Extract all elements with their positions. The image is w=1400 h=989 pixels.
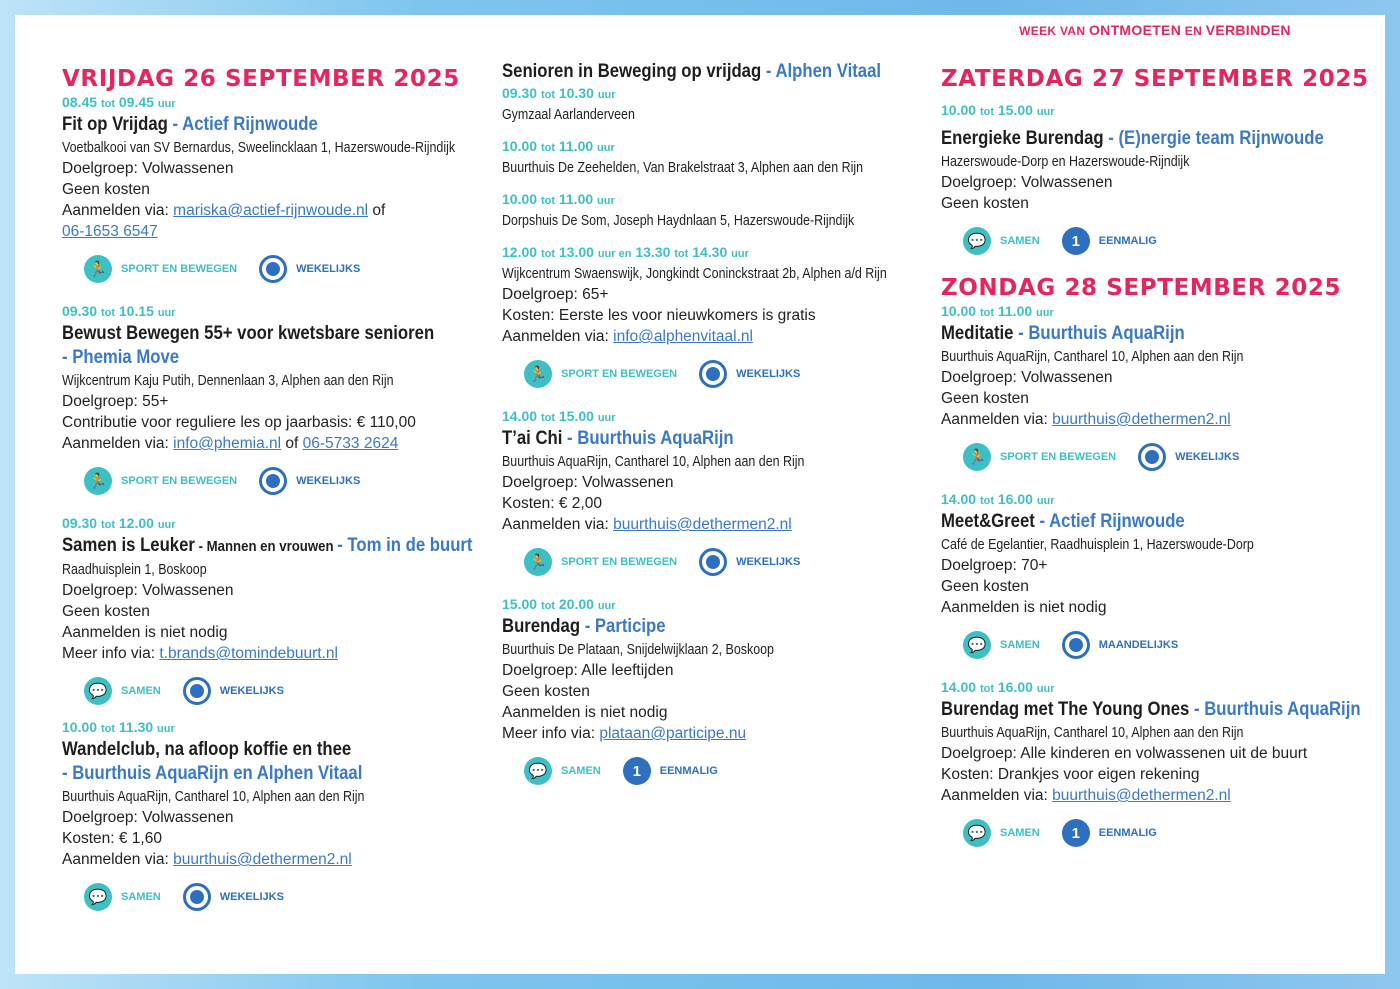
column-friday-continued [502,60,932,804]
speech-bubble-icon: 💬 [84,677,112,705]
event-organizer: - Phemia Move [62,347,180,368]
speech-bubble-icon: 💬 [963,631,991,659]
tag-sport: 🏃 SPORT EN BEWEGEN [963,443,1116,471]
tag-weekly: WEKELIJKS [259,255,360,283]
banner-word1: ONTMOETEN [1088,22,1182,38]
event-time: 14.00 tot 16.00 uur [941,491,1055,507]
event-signup: Aanmelden via: buurthuis@dethermen2.nl [941,787,1231,804]
event-tags [524,756,932,786]
event-signup: Aanmelden via: mariska@actief-rijnwoude.nl of [62,202,386,219]
circle-icon [1062,631,1090,659]
event-organizer: - Buurthuis AquaRijn en Alphen Vitaal [62,763,363,784]
running-person-icon: 🏃 [84,255,112,283]
event-senioren-in-beweging [502,60,932,389]
event-audience: Doelgroep: Volwassenen [941,369,1113,386]
email-link[interactable]: t.brands@tomindebuurt.nl [159,645,338,662]
event-cost: Contributie voor reguliere les op jaarbasis: € 110,00 [62,414,416,431]
event-tags [524,359,932,389]
number-one-icon: 1 [623,757,651,785]
event-audience: Doelgroep: Volwassenen [502,474,674,491]
event-audience: Doelgroep: 70+ [941,557,1048,574]
event-cost: Kosten: € 1,60 [62,830,162,847]
schedule-page [15,15,1385,974]
event-signup: Aanmelden via: buurthuis@dethermen2.nl [941,411,1231,428]
email-link[interactable]: buurthuis@dethermen2.nl [1052,411,1231,428]
tag-samen: 💬 SAMEN [84,883,161,911]
tag-samen: 💬 SAMEN [963,631,1040,659]
event-signup: Aanmelden via: buurthuis@dethermen2.nl [62,851,352,868]
email-link[interactable]: buurthuis@dethermen2.nl [613,516,792,533]
speech-bubble-icon: 💬 [963,227,991,255]
event-tags [963,442,1381,472]
event-audience: Doelgroep: 55+ [62,393,169,410]
event-time: 10.00 tot 11.30 uur [62,719,175,735]
event-title: Bewust Bewegen 55+ voor kwetsbare senioren [62,323,435,344]
event-info: Meer info via: t.brands@tomindebuurt.nl [62,645,338,662]
event-time: 15.00 tot 20.00 uur [502,596,616,612]
circle-icon [183,677,211,705]
day-heading: ZONDAG 28 SEPTEMBER 2025 [941,275,1342,301]
banner-mid: EN [1184,24,1203,38]
day-heading: VRIJDAG 26 SEPTEMBER 2025 [62,66,460,92]
event-cost: Kosten: € 2,00 [502,495,602,512]
event-tags [84,254,492,284]
circle-icon [183,883,211,911]
event-location: Buurthuis AquaRijn, Cantharel 10, Alphen aan den Rijn [941,724,1244,741]
tag-weekly: WEKELIJKS [699,360,800,388]
event-title: T’ai Chi - Buurthuis AquaRijn [502,428,734,449]
event-signup: Aanmelden via: buurthuis@dethermen2.nl [502,516,792,533]
event-tags [84,466,492,496]
circle-icon [259,467,287,495]
event-audience: Doelgroep: 65+ [502,286,609,303]
tag-weekly: WEKELIJKS [259,467,360,495]
event-time: 10.00 tot 11.00 uur [502,138,615,154]
banner-word2: VERBINDEN [1205,22,1291,38]
tag-once: 1 EENMALIG [1062,819,1157,847]
running-person-icon: 🏃 [84,467,112,495]
speech-bubble-icon: 💬 [84,883,112,911]
event-meditatie [941,302,1381,472]
tag-monthly: MAANDELIJKS [1062,631,1178,659]
event-signup: Aanmelden is niet nodig [502,704,668,721]
event-title: Wandelclub, na afloop koffie en thee [62,739,352,760]
event-bewust-bewegen [62,302,492,496]
email-link[interactable]: plataan@participe.nu [599,725,747,742]
event-audience: Doelgroep: Alle kinderen en volwassenen uit de buurt [941,745,1308,762]
event-location: Wijkcentrum Swaenswijk, Jongkindt Coninckstraat 2b, Alphen a/d Rijn [502,265,887,282]
event-location: Buurthuis AquaRijn, Cantharel 10, Alphen aan den Rijn [502,453,805,470]
event-audience: Doelgroep: Volwassenen [941,174,1113,191]
tag-once: 1 EENMALIG [1062,227,1157,255]
day-heading: ZATERDAG 27 SEPTEMBER 2025 [941,66,1369,92]
event-signup: Aanmelden via: info@alphenvitaal.nl [502,328,753,345]
event-meet-greet [941,490,1381,660]
event-location: Dorpshuis De Som, Joseph Haydnlaan 5, Hazerswoude-Rijndijk [502,212,855,229]
tag-sport: 🏃 SPORT EN BEWEGEN [84,467,237,495]
email-link[interactable]: info@phemia.nl [173,435,282,452]
event-info: Meer info via: plataan@participe.nu [502,725,747,742]
event-burendag-participe [502,595,932,786]
tag-sport: 🏃 SPORT EN BEWEGEN [524,548,677,576]
event-tags [963,818,1381,848]
event-location: Voetbalkooi van SV Bernardus, Sweelincklaan 1, Hazerswoude-Rijndijk [62,139,456,156]
tag-samen: 💬 SAMEN [84,677,161,705]
event-title: Meet&Greet - Actief Rijnwoude [941,511,1185,532]
event-samen-is-leuker [62,514,492,706]
event-location: Hazerswoude-Dorp en Hazerswoude-Rijndijk [941,153,1190,170]
banner-prefix: WEEK VAN [1019,24,1086,38]
event-tags [84,882,492,912]
event-title: Burendag met The Young Ones - Buurthuis AquaRijn [941,699,1361,720]
column-weekend [941,65,1381,866]
event-tags [524,547,932,577]
event-location: Buurthuis De Zeehelden, Van Brakelstraat 3, Alphen aan den Rijn [502,159,864,176]
week-banner [940,15,1370,47]
circle-icon [699,548,727,576]
event-title: Senioren in Beweging op vrijdag - Alphen Vitaal [502,61,882,82]
event-location: Wijkcentrum Kaju Putih, Dennenlaan 3, Alphen aan den Rijn [62,372,394,389]
event-wandelclub [62,718,492,912]
running-person-icon: 🏃 [524,548,552,576]
event-time: 09.30 tot 10.15 uur [62,303,176,319]
event-location: Buurthuis AquaRijn, Cantharel 10, Alphen aan den Rijn [62,788,365,805]
event-time: 10.00 tot 11.00 uur [941,303,1054,319]
event-audience: Doelgroep: Alle leeftijden [502,662,674,679]
event-cost: Kosten: Eerste les voor nieuwkomers is gratis [502,307,816,324]
event-cost: Geen kosten [502,683,590,700]
tag-sport: 🏃 SPORT EN BEWEGEN [524,360,677,388]
event-title: Meditatie - Buurthuis AquaRijn [941,323,1185,344]
event-cost: Geen kosten [941,390,1029,407]
event-time: 12.00 tot 13.00 uur en 13.30 tot 14.30 uur [502,244,749,260]
event-location: Gymzaal Aarlanderveen [502,106,635,123]
event-title: Fit op Vrijdag - Actief Rijnwoude [62,114,318,135]
tag-once: 1 EENMALIG [623,757,718,785]
event-signup: Aanmelden is niet nodig [941,599,1107,616]
running-person-icon: 🏃 [963,443,991,471]
event-time: 10.00 tot 15.00 uur [941,102,1055,118]
event-tags [963,226,1381,256]
email-link[interactable]: buurthuis@dethermen2.nl [1052,787,1231,804]
tag-samen: 💬 SAMEN [963,819,1040,847]
event-audience: Doelgroep: Volwassenen [62,160,234,177]
event-time: 09.30 tot 12.00 uur [62,515,176,531]
event-tai-chi [502,407,932,577]
email-link[interactable]: buurthuis@dethermen2.nl [173,851,352,868]
tag-weekly: WEKELIJKS [183,883,284,911]
event-audience: Doelgroep: Volwassenen [62,809,234,826]
event-title: Burendag - Participe [502,616,666,637]
event-burendag-young-ones [941,678,1381,848]
event-cost: Geen kosten [62,181,150,198]
event-time: 14.00 tot 16.00 uur [941,679,1055,695]
tag-weekly: WEKELIJKS [699,548,800,576]
event-time: 08.45 tot 09.45 uur [62,94,176,110]
running-person-icon: 🏃 [524,360,552,388]
event-signup: Aanmelden via: info@phemia.nl of 06-5733 2624 [62,435,399,452]
event-location: Raadhuisplein 1, Boskoop [62,561,207,578]
event-location: Buurthuis De Plataan, Snijdelwijklaan 2, Boskoop [502,641,774,658]
event-cost: Geen kosten [941,578,1029,595]
tag-samen: 💬 SAMEN [963,227,1040,255]
event-time: 10.00 tot 11.00 uur [502,191,615,207]
circle-icon [1138,443,1166,471]
event-title: Samen is Leuker - Mannen en vrouwen - Tom in de buurt [62,535,473,556]
event-tags [963,630,1381,660]
speech-bubble-icon: 💬 [524,757,552,785]
event-tags [84,676,492,706]
event-time: 09.30 tot 10.30 uur [502,85,616,101]
event-time: 14.00 tot 15.00 uur [502,408,616,424]
event-location: Café de Egelantier, Raadhuisplein 1, Hazerswoude-Dorp [941,536,1254,553]
event-title: Energieke Burendag - (E)nergie team Rijnwoude [941,128,1324,149]
number-one-icon: 1 [1062,819,1090,847]
tag-weekly: WEKELIJKS [1138,443,1239,471]
event-cost: Kosten: Drankjes voor eigen rekening [941,766,1200,783]
email-link[interactable]: info@alphenvitaal.nl [613,328,753,345]
event-audience: Doelgroep: Volwassenen [62,582,234,599]
email-link[interactable]: mariska@actief-rijnwoude.nl [173,202,369,219]
event-signup: Aanmelden is niet nodig [62,624,228,641]
speech-bubble-icon: 💬 [963,819,991,847]
phone-link[interactable]: 06-1653 6547 [62,223,158,240]
event-location: Buurthuis AquaRijn, Cantharel 10, Alphen aan den Rijn [941,348,1244,365]
tag-samen: 💬 SAMEN [524,757,601,785]
event-energieke-burendag [941,101,1381,256]
number-one-icon: 1 [1062,227,1090,255]
phone-link[interactable]: 06-5733 2624 [302,435,399,452]
circle-icon [699,360,727,388]
event-fit-op-vrijdag [62,93,492,284]
tag-weekly: WEKELIJKS [183,677,284,705]
column-friday [62,65,492,930]
event-cost: Geen kosten [62,603,150,620]
circle-icon [259,255,287,283]
event-cost: Geen kosten [941,195,1029,212]
tag-sport: 🏃 SPORT EN BEWEGEN [84,255,237,283]
